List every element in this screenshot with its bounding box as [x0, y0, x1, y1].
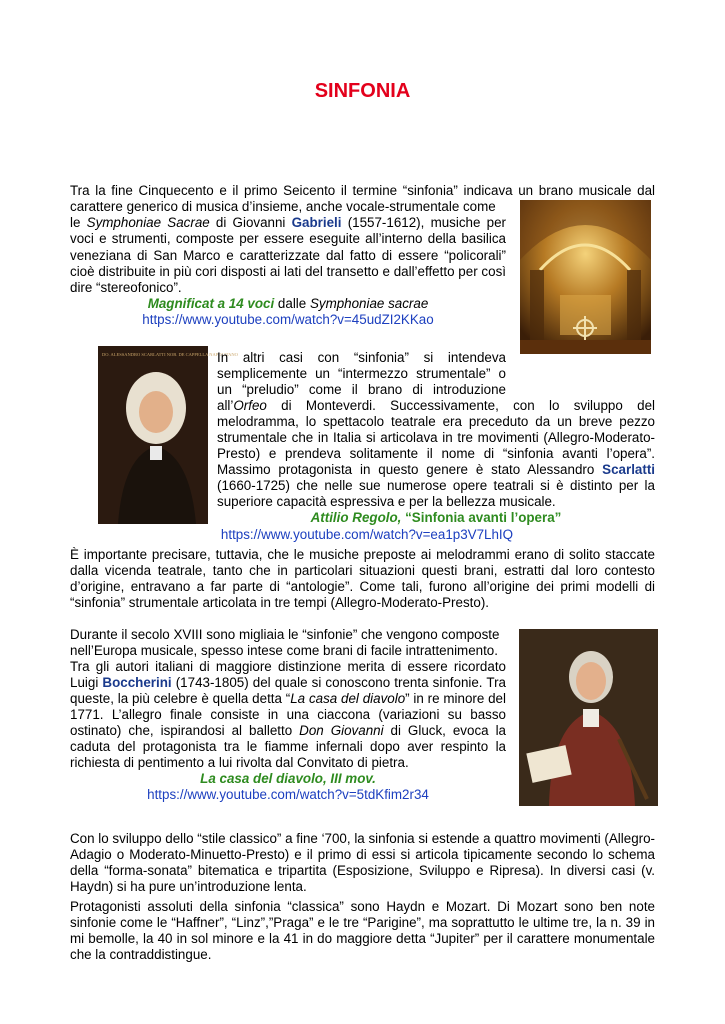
text-line: dire “stereofonico”. — [70, 280, 182, 295]
text-line: d’origine, entravano a far parte di “antologie”. Come tali, furono all’origine dei primi modelli di — [70, 579, 655, 594]
text-line: ostinato) che, ispirandosi al balletto Don Giovanni di Gluck, evoca la — [70, 723, 506, 738]
text-line: Presto) e prendeva solitamente il nome di “sinfonia avanti l’opera”. — [217, 446, 655, 461]
text-line: nell’Europa musicale, spesso intese come brani di facile intrattenimento. — [70, 643, 498, 658]
text-line: dalla vicenda teatrale, tanto che in particolari situazioni questi brani, estratti dal loro contesto — [70, 563, 655, 578]
text-line: cioè distribuite in più cori disposti ai lati del transetto e dall’effetto per così — [70, 264, 506, 279]
basilica-san-marco-image — [520, 200, 651, 354]
text-line: queste, la più celebre è quella detta “La casa del diavolo” in re minore del — [70, 691, 506, 706]
text-line: che la contraddistingue. — [70, 947, 212, 962]
text-line: Haydn) si ha pure un’introduzione lenta. — [70, 879, 307, 894]
youtube-link[interactable]: https://www.youtube.com/watch?v=ea1p3V7LhIQ — [220, 527, 514, 542]
text-line: Luigi Boccherini (1743-1805) del quale si conoscono trenta sinfonie. Tra — [70, 675, 506, 690]
youtube-link[interactable]: https://www.youtube.com/watch?v=5tdKfim2r34 — [147, 787, 429, 802]
audio-caption: La casa del diavolo, III mov. — [200, 771, 376, 786]
text-line: carattere generico di musica d’insieme, anche vocale-strumentale come — [70, 199, 496, 214]
text-line: (1660-1725) che nelle sue numerose opere teatrali si è distinto per la — [217, 478, 655, 493]
audio-caption: Attilio Regolo, “Sinfonia avanti l’opera” — [310, 510, 562, 525]
text-line: della “forma-sonata” bitematica e tripartita (Esposizione, Sviluppo e Ripresa). In diversi casi (v. — [70, 863, 655, 878]
composer-name-scarlatti: Scarlatti — [602, 462, 655, 477]
text-line: Tra la fine Cinquecento e il primo Seicento il termine “sinfonia” indicava un brano musicale dal — [70, 183, 655, 198]
text-line: mi bemolle, la 40 in sol minore e la 41 in do maggiore detta “Jupiter” per il carattere monumentale — [70, 931, 655, 946]
text-line: È importante precisare, tuttavia, che le musiche preposte ai melodrammi erano di solito staccate — [70, 547, 655, 562]
text-line: Con lo sviluppo dello “stile classico” a fine ‘700, la sinfonia si estende a quattro movimenti (Allegro- — [70, 831, 656, 846]
text-line: richiesta di pentimento a lui rivolta dal Convitato di pietra. — [70, 755, 409, 770]
text-line: In altri casi con “sinfonia” si intendeva — [217, 350, 506, 365]
text-line: “sinfonia” strumentale articolata in tre tempi (Allegro-Moderato-Presto). — [70, 595, 489, 610]
text-line: 1771. L’allegro finale consiste in una ciaccona (variazioni su basso — [70, 707, 506, 722]
text-line: all’Orfeo di Monteverdi. Successivamente, con lo sviluppo del — [217, 398, 655, 413]
text-line: strumentale che in Italia si articolava in tre movimenti (Allegro-Moderato- — [217, 430, 655, 445]
text-line: sinfonie come le “Haffner”, “Linz”,”Praga” e le tre “Parigine”, ma soprattutto le ultime tre, la n. 39 in — [70, 915, 655, 930]
composer-name-gabrieli: Gabrieli — [291, 215, 342, 230]
text-line: Adagio o Moderato-Minuetto-Presto) e il primo di essi si articola tipicamente secondo lo schema — [70, 847, 655, 862]
text-line: Durante il secolo XVIII sono migliaia le “sinfonie” che vengono composte — [70, 627, 500, 642]
text-line: le Symphoniae Sacrae di Giovanni Gabrieli (1557-1612), musiche per — [70, 215, 506, 230]
text-line: voci e strumenti, composte per essere eseguite all’interno della basilica — [70, 231, 506, 246]
text-line: caduta del protagonista tra le fiamme infernali dopo aver respinto la — [70, 739, 506, 754]
youtube-link[interactable]: https://www.youtube.com/watch?v=45udZI2KKao — [142, 312, 434, 327]
scarlatti-portrait-image — [98, 346, 238, 524]
svg-text:DO. ALESSANDRO SCARLATTI NOB.: DO. ALESSANDRO SCARLATTI NOB. DE CAPPELLA NAPOLITANO — [102, 352, 238, 357]
text-line: Protagonisti assoluti della sinfonia “classica” sono Haydn e Mozart. Di Mozart sono ben note — [70, 899, 655, 914]
audio-caption: Magnificat a 14 voci dalle Symphoniae sacrae — [147, 296, 429, 311]
text-line: melodramma, lo spettacolo teatrale era preceduto da un breve pezzo — [217, 414, 655, 429]
text-line: un “preludio” come il brano di introduzione — [217, 382, 506, 397]
text-line: superiore capacità espressiva e per la bellezza musicale. — [217, 494, 556, 509]
text-line: Massimo protagonista in questo genere è stato Alessandro Scarlatti — [217, 462, 655, 477]
text-line: Tra gli autori italiani di maggiore distinzione merita di essere ricordato — [70, 659, 506, 674]
page-title: SINFONIA — [314, 80, 411, 102]
text-line: veneziana di San Marco e caratterizzate dal fatto di essere “policorali” — [70, 248, 506, 263]
composer-name-boccherini: Boccherini — [102, 675, 172, 690]
boccherini-portrait-image — [519, 629, 658, 806]
text-line: semplicemente un “intermezzo strumentale” o — [217, 366, 506, 381]
